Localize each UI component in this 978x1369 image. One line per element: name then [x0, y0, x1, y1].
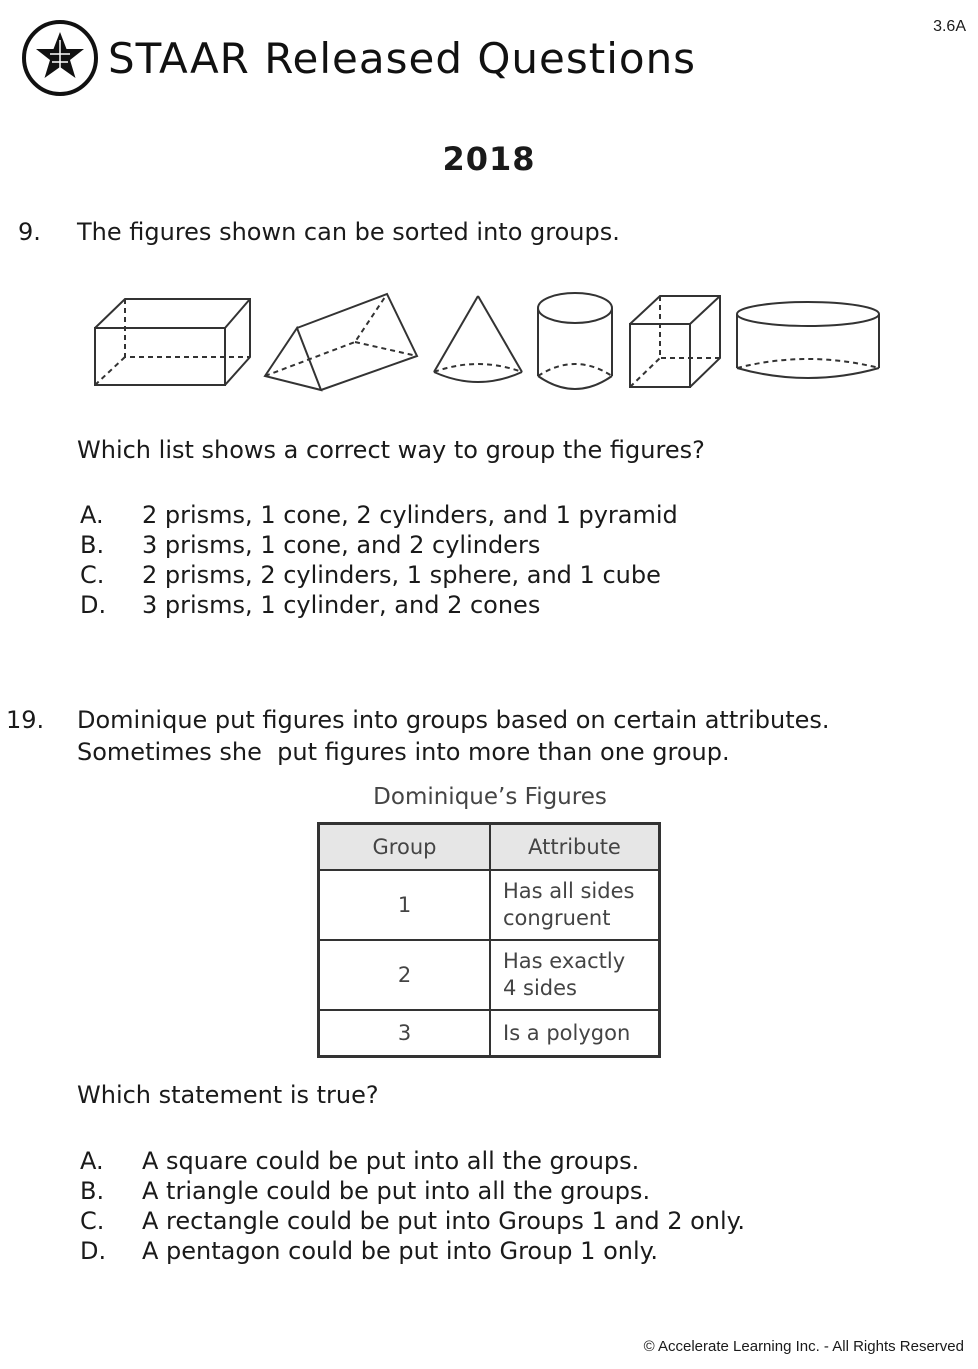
table-header-row — [319, 824, 660, 871]
table-row — [319, 870, 660, 940]
question-19-text-line2: Sometimes she put figures into more than one group. — [77, 738, 730, 766]
choice-d[interactable]: D. 3 prisms, 1 cylinder, and 2 cones — [80, 591, 541, 619]
year-heading: 2018 — [442, 140, 536, 178]
group-cell: 1 — [319, 870, 491, 940]
figures-row — [90, 290, 885, 395]
table-row — [319, 1010, 660, 1057]
choice-c[interactable]: C. A rectangle could be put into Groups 1 and 2 only. — [80, 1207, 746, 1235]
cone-icon — [434, 296, 522, 382]
question-19-choices — [80, 1146, 745, 1266]
attribute-cell: Has all sides congruent — [490, 870, 660, 940]
column-header-attribute: Attribute — [490, 824, 660, 871]
question-9-number: 9. — [18, 218, 41, 246]
group-cell: 3 — [319, 1010, 491, 1057]
choice-d[interactable]: D. A pentagon could be put into Group 1 only. — [80, 1237, 659, 1265]
table-row — [319, 940, 660, 1010]
short-cylinder-icon — [737, 302, 879, 378]
group-cell: 2 — [319, 940, 491, 1010]
triangular-prism-icon — [265, 294, 417, 390]
cylinder-icon — [538, 293, 612, 389]
choice-b[interactable]: B. A triangle could be put into all the groups. — [80, 1177, 651, 1205]
copyright-footer: © Accelerate Learning Inc. - All Rights Reserved — [643, 1338, 964, 1355]
rectangular-prism-icon — [95, 299, 250, 385]
page-title: STAAR Released Questions — [108, 34, 697, 83]
question-9-text: The figures shown can be sorted into groups. — [77, 218, 620, 246]
question-19-text-line1: Dominique put figures into groups based on certain attributes. — [77, 706, 830, 734]
attributes-table — [317, 822, 661, 1058]
star-badge-icon — [20, 18, 100, 98]
choice-a[interactable]: A. A square could be put into all the groups. — [80, 1147, 640, 1175]
choice-a[interactable]: A. 2 prisms, 1 cone, 2 cylinders, and 1 pyramid — [80, 501, 678, 529]
question-19-prompt: Which statement is true? — [77, 1081, 379, 1109]
question-9-prompt: Which list shows a correct way to group the figures? — [77, 436, 705, 464]
question-9-choices — [80, 500, 678, 620]
attribute-cell: Is a polygon — [490, 1010, 660, 1057]
standard-code: 3.6A — [933, 18, 966, 35]
cube-icon — [630, 296, 720, 387]
choice-b[interactable]: B. 3 prisms, 1 cone, and 2 cylinders — [80, 531, 541, 559]
attribute-cell: Has exactly 4 sides — [490, 940, 660, 1010]
choice-c[interactable]: C. 2 prisms, 2 cylinders, 1 sphere, and 1 cube — [80, 561, 661, 589]
column-header-group: Group — [319, 824, 491, 871]
table-caption: Dominique’s Figures — [373, 784, 607, 810]
question-19-number: 19. — [6, 706, 45, 734]
